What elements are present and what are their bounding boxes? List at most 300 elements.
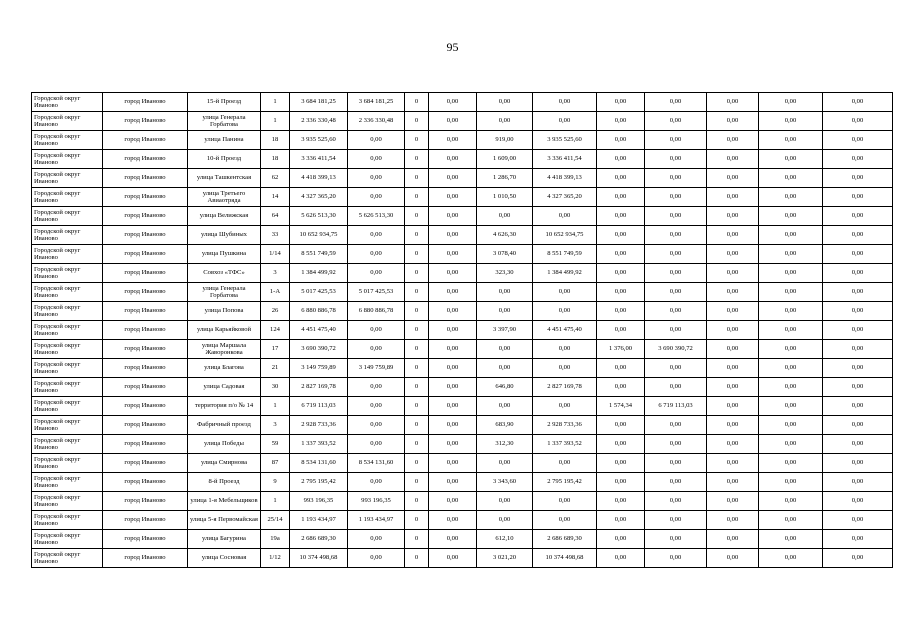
cell-settlement: город Иваново: [103, 207, 188, 226]
cell-basement-area: 0,00: [707, 549, 759, 568]
table-row: [32, 188, 893, 207]
table-row: [32, 131, 893, 150]
cell-basement-area: 0,00: [707, 397, 759, 416]
cell-basement-cost: 0,00: [759, 283, 823, 302]
cell-elevator-cost: 0,00: [429, 150, 477, 169]
cell-roof-cost: 5 626 513,30: [348, 207, 405, 226]
cell-elevator-cost: 0,00: [429, 112, 477, 131]
cell-total-cost: 8 534 131,60: [290, 454, 348, 473]
cell-district: Городской округ Иваново: [32, 454, 103, 473]
cell-street: улица Третьего Авиаотряда: [188, 188, 261, 207]
cell-elevator-cost: 0,00: [429, 416, 477, 435]
cell-basement-area: 0,00: [707, 473, 759, 492]
cell-other-cost: 0,00: [823, 321, 893, 340]
cell-settlement: город Иваново: [103, 302, 188, 321]
cell-other-cost: 0,00: [823, 435, 893, 454]
cell-settlement: город Иваново: [103, 264, 188, 283]
cell-district: Городской округ Иваново: [32, 530, 103, 549]
cell-elevator-cost: 0,00: [429, 454, 477, 473]
cell-facade-area: 3 021,20: [477, 549, 533, 568]
cell-roof-cost: 0,00: [348, 150, 405, 169]
cell-roof-cost: 0,00: [348, 245, 405, 264]
cell-foundation-area: 0,00: [597, 207, 645, 226]
cell-facade-cost: 4 451 475,40: [533, 321, 597, 340]
cell-foundation-area: 0,00: [597, 378, 645, 397]
cell-settlement: город Иваново: [103, 283, 188, 302]
table-row: [32, 340, 893, 359]
cell-elevator-cost: 0,00: [429, 378, 477, 397]
cell-street: улица Генерала Горбатова: [188, 112, 261, 131]
cell-other-cost: 0,00: [823, 131, 893, 150]
cell-total-cost: 1 337 393,52: [290, 435, 348, 454]
cell-total-cost: 6 719 113,03: [290, 397, 348, 416]
cell-house: 30: [261, 378, 290, 397]
table-row: [32, 302, 893, 321]
cell-basement-area: 0,00: [707, 150, 759, 169]
cell-street: территория п/о № 14: [188, 397, 261, 416]
table-row: [32, 150, 893, 169]
cell-roof-cost: 2 336 330,48: [348, 112, 405, 131]
cell-foundation-area: 0,00: [597, 188, 645, 207]
cell-roof-cost: 5 017 425,53: [348, 283, 405, 302]
cell-other-cost: 0,00: [823, 226, 893, 245]
table-row: [32, 454, 893, 473]
cell-total-cost: 10 652 934,75: [290, 226, 348, 245]
cell-facade-area: 0,00: [477, 340, 533, 359]
cell-roof-cost: 0,00: [348, 188, 405, 207]
cell-basement-area: 0,00: [707, 188, 759, 207]
cell-basement-cost: 0,00: [759, 473, 823, 492]
cell-elevator-cost: 0,00: [429, 283, 477, 302]
cell-facade-area: 3 078,40: [477, 245, 533, 264]
cell-foundation-area: 0,00: [597, 264, 645, 283]
cell-elevator-cost: 0,00: [429, 340, 477, 359]
table-row: [32, 397, 893, 416]
cell-foundation-cost: 0,00: [645, 530, 707, 549]
cell-facade-area: 323,30: [477, 264, 533, 283]
cell-total-cost: 2 827 169,78: [290, 378, 348, 397]
cell-basement-cost: 0,00: [759, 511, 823, 530]
cell-basement-area: 0,00: [707, 359, 759, 378]
cell-other-cost: 0,00: [823, 245, 893, 264]
cell-roof-cost: 0,00: [348, 321, 405, 340]
cell-elevator-count: 0: [405, 245, 429, 264]
cell-facade-cost: 1 384 499,92: [533, 264, 597, 283]
cell-basement-cost: 0,00: [759, 435, 823, 454]
cell-elevator-cost: 0,00: [429, 549, 477, 568]
cell-foundation-area: 0,00: [597, 302, 645, 321]
cell-street: улица Шубиных: [188, 226, 261, 245]
cell-other-cost: 0,00: [823, 473, 893, 492]
cell-foundation-cost: 0,00: [645, 454, 707, 473]
cell-other-cost: 0,00: [823, 112, 893, 131]
cell-street: улица Смирнова: [188, 454, 261, 473]
cell-facade-area: 1 010,50: [477, 188, 533, 207]
cell-district: Городской округ Иваново: [32, 112, 103, 131]
cell-house: 1: [261, 397, 290, 416]
cell-district: Городской округ Иваново: [32, 283, 103, 302]
cell-total-cost: 3 935 525,60: [290, 131, 348, 150]
cell-foundation-area: 0,00: [597, 321, 645, 340]
cell-facade-area: 3 397,90: [477, 321, 533, 340]
cell-other-cost: 0,00: [823, 188, 893, 207]
table-row: [32, 549, 893, 568]
cell-street: улица 5-я Первомайская: [188, 511, 261, 530]
cell-foundation-cost: 0,00: [645, 112, 707, 131]
cell-total-cost: 1 384 499,92: [290, 264, 348, 283]
cell-district: Городской округ Иваново: [32, 416, 103, 435]
cell-settlement: город Иваново: [103, 112, 188, 131]
cell-foundation-cost: 6 719 113,03: [645, 397, 707, 416]
cell-district: Городской округ Иваново: [32, 473, 103, 492]
cell-house: 25/14: [261, 511, 290, 530]
cell-foundation-cost: 0,00: [645, 302, 707, 321]
cell-total-cost: 2 336 330,48: [290, 112, 348, 131]
cell-basement-cost: 0,00: [759, 340, 823, 359]
cell-facade-cost: 0,00: [533, 454, 597, 473]
cell-district: Городской округ Иваново: [32, 245, 103, 264]
cell-street: 8-й Проезд: [188, 473, 261, 492]
cell-basement-cost: 0,00: [759, 530, 823, 549]
cell-basement-area: 0,00: [707, 131, 759, 150]
cell-settlement: город Иваново: [103, 454, 188, 473]
cell-other-cost: 0,00: [823, 511, 893, 530]
cell-facade-area: 612,10: [477, 530, 533, 549]
cell-other-cost: 0,00: [823, 207, 893, 226]
cell-elevator-cost: 0,00: [429, 207, 477, 226]
cell-facade-cost: 0,00: [533, 359, 597, 378]
cell-foundation-area: 0,00: [597, 131, 645, 150]
cell-foundation-cost: 0,00: [645, 492, 707, 511]
cell-house: 87: [261, 454, 290, 473]
cell-roof-cost: 0,00: [348, 264, 405, 283]
cell-foundation-cost: 0,00: [645, 321, 707, 340]
cell-basement-cost: 0,00: [759, 378, 823, 397]
cell-foundation-cost: 0,00: [645, 93, 707, 112]
cell-elevator-count: 0: [405, 283, 429, 302]
cell-facade-area: 0,00: [477, 93, 533, 112]
cell-elevator-cost: 0,00: [429, 169, 477, 188]
cell-other-cost: 0,00: [823, 340, 893, 359]
cell-elevator-cost: 0,00: [429, 131, 477, 150]
cell-basement-cost: 0,00: [759, 549, 823, 568]
cell-district: Городской округ Иваново: [32, 397, 103, 416]
cell-facade-area: 1 609,00: [477, 150, 533, 169]
cell-total-cost: 3 690 390,72: [290, 340, 348, 359]
cell-district: Городской округ Иваново: [32, 302, 103, 321]
cell-street: Совхоз «ТФС»: [188, 264, 261, 283]
cell-district: Городской округ Иваново: [32, 226, 103, 245]
cell-settlement: город Иваново: [103, 340, 188, 359]
cell-basement-cost: 0,00: [759, 359, 823, 378]
cell-house: 26: [261, 302, 290, 321]
cell-settlement: город Иваново: [103, 378, 188, 397]
repair-registry-table: [31, 92, 893, 568]
cell-facade-cost: 0,00: [533, 283, 597, 302]
cell-district: Городской округ Иваново: [32, 359, 103, 378]
cell-roof-cost: 0,00: [348, 378, 405, 397]
cell-settlement: город Иваново: [103, 188, 188, 207]
cell-foundation-cost: 0,00: [645, 359, 707, 378]
cell-foundation-area: 0,00: [597, 245, 645, 264]
table-row: [32, 435, 893, 454]
cell-house: 9: [261, 473, 290, 492]
cell-elevator-cost: 0,00: [429, 264, 477, 283]
cell-total-cost: 4 451 475,40: [290, 321, 348, 340]
cell-facade-cost: 0,00: [533, 112, 597, 131]
cell-other-cost: 0,00: [823, 264, 893, 283]
cell-house: 21: [261, 359, 290, 378]
cell-elevator-count: 0: [405, 454, 429, 473]
cell-total-cost: 2 795 195,42: [290, 473, 348, 492]
cell-foundation-area: 0,00: [597, 359, 645, 378]
cell-house: 3: [261, 264, 290, 283]
cell-foundation-area: 0,00: [597, 473, 645, 492]
table-row: [32, 264, 893, 283]
cell-roof-cost: 0,00: [348, 435, 405, 454]
table-row: [32, 473, 893, 492]
cell-facade-cost: 3 935 525,60: [533, 131, 597, 150]
cell-district: Городской округ Иваново: [32, 131, 103, 150]
cell-facade-cost: 2 795 195,42: [533, 473, 597, 492]
cell-basement-cost: 0,00: [759, 169, 823, 188]
cell-basement-cost: 0,00: [759, 188, 823, 207]
cell-other-cost: 0,00: [823, 549, 893, 568]
cell-settlement: город Иваново: [103, 492, 188, 511]
cell-facade-cost: 0,00: [533, 492, 597, 511]
cell-total-cost: 4 327 365,20: [290, 188, 348, 207]
cell-other-cost: 0,00: [823, 283, 893, 302]
cell-settlement: город Иваново: [103, 549, 188, 568]
cell-facade-area: 0,00: [477, 454, 533, 473]
cell-other-cost: 0,00: [823, 93, 893, 112]
cell-other-cost: 0,00: [823, 416, 893, 435]
cell-foundation-area: 0,00: [597, 549, 645, 568]
cell-facade-cost: 1 337 393,52: [533, 435, 597, 454]
cell-elevator-cost: 0,00: [429, 473, 477, 492]
cell-roof-cost: 6 880 886,78: [348, 302, 405, 321]
cell-facade-area: 0,00: [477, 492, 533, 511]
cell-street: улица Панина: [188, 131, 261, 150]
cell-elevator-count: 0: [405, 530, 429, 549]
cell-settlement: город Иваново: [103, 245, 188, 264]
cell-district: Городской округ Иваново: [32, 169, 103, 188]
cell-district: Городской округ Иваново: [32, 321, 103, 340]
cell-basement-area: 0,00: [707, 435, 759, 454]
cell-house: 19а: [261, 530, 290, 549]
cell-facade-cost: 2 686 689,30: [533, 530, 597, 549]
cell-elevator-count: 0: [405, 188, 429, 207]
cell-basement-cost: 0,00: [759, 264, 823, 283]
cell-elevator-cost: 0,00: [429, 530, 477, 549]
cell-street: 15-й Проезд: [188, 93, 261, 112]
cell-foundation-cost: 0,00: [645, 435, 707, 454]
cell-district: Городской округ Иваново: [32, 93, 103, 112]
cell-district: Городской округ Иваново: [32, 340, 103, 359]
cell-roof-cost: 8 534 131,60: [348, 454, 405, 473]
cell-elevator-count: 0: [405, 511, 429, 530]
cell-foundation-area: 1 376,00: [597, 340, 645, 359]
cell-elevator-cost: 0,00: [429, 492, 477, 511]
cell-district: Городской округ Иваново: [32, 150, 103, 169]
cell-elevator-count: 0: [405, 131, 429, 150]
cell-foundation-area: 1 574,34: [597, 397, 645, 416]
cell-house: 1/14: [261, 245, 290, 264]
cell-house: 62: [261, 169, 290, 188]
cell-street: Фабричный проезд: [188, 416, 261, 435]
cell-foundation-cost: 0,00: [645, 226, 707, 245]
cell-facade-cost: 4 418 399,13: [533, 169, 597, 188]
cell-facade-area: 312,30: [477, 435, 533, 454]
cell-total-cost: 3 684 181,25: [290, 93, 348, 112]
cell-district: Городской округ Иваново: [32, 207, 103, 226]
cell-foundation-area: 0,00: [597, 150, 645, 169]
cell-elevator-cost: 0,00: [429, 359, 477, 378]
cell-district: Городской округ Иваново: [32, 549, 103, 568]
cell-facade-area: 0,00: [477, 112, 533, 131]
cell-roof-cost: 0,00: [348, 340, 405, 359]
cell-basement-area: 0,00: [707, 283, 759, 302]
cell-house: 1-А: [261, 283, 290, 302]
cell-foundation-cost: 0,00: [645, 188, 707, 207]
cell-facade-cost: 0,00: [533, 397, 597, 416]
cell-basement-cost: 0,00: [759, 150, 823, 169]
cell-foundation-area: 0,00: [597, 492, 645, 511]
cell-facade-area: 3 343,60: [477, 473, 533, 492]
cell-street: улица Велижская: [188, 207, 261, 226]
cell-elevator-count: 0: [405, 549, 429, 568]
cell-district: Городской округ Иваново: [32, 435, 103, 454]
cell-other-cost: 0,00: [823, 378, 893, 397]
cell-foundation-area: 0,00: [597, 530, 645, 549]
cell-elevator-cost: 0,00: [429, 321, 477, 340]
cell-foundation-area: 0,00: [597, 169, 645, 188]
cell-other-cost: 0,00: [823, 530, 893, 549]
cell-settlement: город Иваново: [103, 359, 188, 378]
cell-facade-cost: 0,00: [533, 207, 597, 226]
cell-street: улица Попова: [188, 302, 261, 321]
cell-total-cost: 1 193 434,97: [290, 511, 348, 530]
cell-elevator-cost: 0,00: [429, 188, 477, 207]
cell-basement-area: 0,00: [707, 169, 759, 188]
cell-basement-area: 0,00: [707, 302, 759, 321]
cell-basement-cost: 0,00: [759, 93, 823, 112]
cell-roof-cost: 0,00: [348, 530, 405, 549]
cell-elevator-cost: 0,00: [429, 302, 477, 321]
cell-basement-area: 0,00: [707, 207, 759, 226]
table-row: [32, 511, 893, 530]
cell-roof-cost: 0,00: [348, 226, 405, 245]
cell-total-cost: 993 196,35: [290, 492, 348, 511]
cell-basement-area: 0,00: [707, 511, 759, 530]
cell-house: 1: [261, 492, 290, 511]
cell-street: улица Маршала Жаворонкова: [188, 340, 261, 359]
cell-foundation-area: 0,00: [597, 283, 645, 302]
cell-other-cost: 0,00: [823, 397, 893, 416]
cell-other-cost: 0,00: [823, 454, 893, 473]
cell-facade-cost: 10 374 498,68: [533, 549, 597, 568]
cell-settlement: город Иваново: [103, 131, 188, 150]
cell-basement-area: 0,00: [707, 245, 759, 264]
cell-elevator-count: 0: [405, 112, 429, 131]
cell-basement-area: 0,00: [707, 454, 759, 473]
cell-foundation-cost: 3 690 390,72: [645, 340, 707, 359]
cell-facade-cost: 0,00: [533, 93, 597, 112]
cell-basement-area: 0,00: [707, 378, 759, 397]
cell-facade-area: 646,80: [477, 378, 533, 397]
cell-facade-cost: 0,00: [533, 302, 597, 321]
cell-facade-cost: 4 327 365,20: [533, 188, 597, 207]
cell-elevator-count: 0: [405, 378, 429, 397]
cell-street: улица Карьяйковой: [188, 321, 261, 340]
cell-other-cost: 0,00: [823, 150, 893, 169]
cell-elevator-cost: 0,00: [429, 397, 477, 416]
cell-basement-cost: 0,00: [759, 226, 823, 245]
table-row: [32, 112, 893, 131]
cell-facade-cost: 0,00: [533, 340, 597, 359]
cell-district: Городской округ Иваново: [32, 492, 103, 511]
cell-basement-cost: 0,00: [759, 302, 823, 321]
cell-settlement: город Иваново: [103, 511, 188, 530]
table-row: [32, 245, 893, 264]
cell-elevator-count: 0: [405, 473, 429, 492]
cell-basement-area: 0,00: [707, 112, 759, 131]
cell-facade-area: 0,00: [477, 283, 533, 302]
cell-total-cost: 2 686 689,30: [290, 530, 348, 549]
cell-elevator-count: 0: [405, 207, 429, 226]
cell-elevator-count: 0: [405, 169, 429, 188]
table-row: [32, 93, 893, 112]
cell-roof-cost: 0,00: [348, 169, 405, 188]
cell-roof-cost: 0,00: [348, 397, 405, 416]
table-row: [32, 321, 893, 340]
cell-foundation-cost: 0,00: [645, 549, 707, 568]
cell-total-cost: 5 017 425,53: [290, 283, 348, 302]
cell-elevator-count: 0: [405, 321, 429, 340]
cell-elevator-cost: 0,00: [429, 245, 477, 264]
cell-basement-area: 0,00: [707, 340, 759, 359]
cell-facade-area: 683,90: [477, 416, 533, 435]
cell-foundation-area: 0,00: [597, 93, 645, 112]
cell-facade-area: 0,00: [477, 207, 533, 226]
cell-street: улица Багурина: [188, 530, 261, 549]
cell-other-cost: 0,00: [823, 492, 893, 511]
cell-facade-cost: 8 551 749,59: [533, 245, 597, 264]
cell-roof-cost: 0,00: [348, 416, 405, 435]
table-row: [32, 226, 893, 245]
cell-foundation-area: 0,00: [597, 511, 645, 530]
cell-basement-cost: 0,00: [759, 112, 823, 131]
cell-elevator-count: 0: [405, 226, 429, 245]
cell-elevator-count: 0: [405, 492, 429, 511]
cell-roof-cost: 1 193 434,97: [348, 511, 405, 530]
cell-house: 17: [261, 340, 290, 359]
cell-foundation-cost: 0,00: [645, 150, 707, 169]
cell-total-cost: 3 336 411,54: [290, 150, 348, 169]
cell-basement-area: 0,00: [707, 492, 759, 511]
cell-street: улица 1-я Мебельщиков: [188, 492, 261, 511]
cell-elevator-cost: 0,00: [429, 93, 477, 112]
cell-elevator-count: 0: [405, 93, 429, 112]
cell-facade-cost: 0,00: [533, 511, 597, 530]
cell-facade-area: 0,00: [477, 359, 533, 378]
cell-district: Городской округ Иваново: [32, 188, 103, 207]
cell-facade-area: 0,00: [477, 302, 533, 321]
cell-facade-area: 4 626,30: [477, 226, 533, 245]
cell-basement-area: 0,00: [707, 93, 759, 112]
table-row: [32, 207, 893, 226]
cell-facade-cost: 3 336 411,54: [533, 150, 597, 169]
